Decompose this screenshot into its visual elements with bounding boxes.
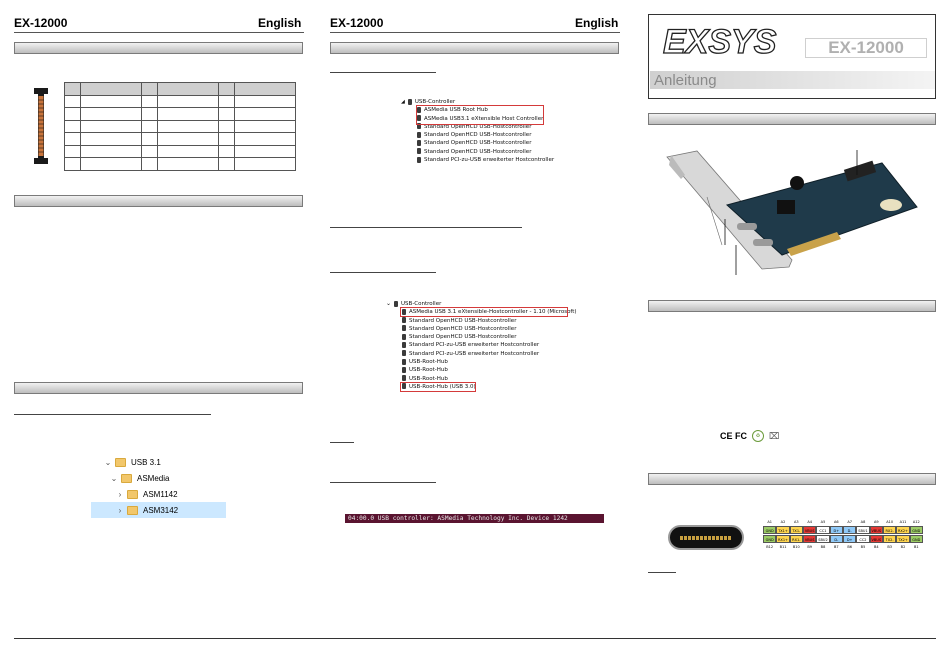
tree-item[interactable] [401,156,554,164]
pin-signal: SBU2 [816,535,829,543]
usb-icon [417,157,421,163]
pin-signal: D+ [830,526,843,534]
column-middle [316,0,632,672]
chevron-right-icon[interactable]: › [118,505,122,515]
tree-item-label: ASM1142 [143,489,178,499]
certification-marks [720,430,779,442]
pin-number: A11 [899,520,907,524]
chevron-down-icon[interactable]: ⌄ [386,300,392,307]
tree-item-label: Standard OpenHCD USB-Hostcontroller [409,317,517,324]
pcie-card-illustration [667,145,927,275]
usb-icon [402,325,406,331]
pin-signal: D- [843,526,856,534]
section-bar [648,473,936,485]
tree-item[interactable] [386,333,577,341]
pin-bot-row [763,535,923,543]
usb-icon [402,359,406,365]
section-bar [648,300,936,312]
pin-signal: TX1+ [776,526,789,534]
header-rule [14,32,304,33]
tree-item-label: Standard OpenHCD USB-Hostcontroller [409,325,517,332]
model-title: EX-12000 [330,16,384,30]
subheading-underline [330,482,436,483]
pin-number: A9 [874,520,879,524]
tree-item-label: ASMedia USB Root Hub [424,107,488,114]
section-bar [648,113,936,125]
tree-item-label: Standard OpenHCD USB-Hostcontroller [424,140,532,147]
pin-number: B11 [779,545,787,549]
subheading-underline [330,442,354,443]
exsys-logo [663,21,777,61]
usb-icon [394,301,398,307]
usb-icon [402,350,406,356]
tree-item-label: Standard OpenHCD USB-Hostcontroller [424,132,532,139]
usb-icon [402,367,406,373]
pin-number: A7 [847,520,852,524]
tree-item[interactable] [386,325,577,333]
pin-signal: VBUS [870,535,883,543]
footer-rule [14,638,936,639]
tree-item-label: Standard PCI-zu-USB erweiterter Hostcontroller [409,342,540,349]
pin-number: B9 [807,545,812,549]
explorer-tree [91,452,226,518]
folder-icon [127,490,138,499]
subheading-underline [330,272,436,273]
highlight-box [400,382,476,392]
chevron-down-icon[interactable]: ⌄ [104,457,112,467]
pin-signal: D- [830,535,843,543]
tree-item[interactable] [401,139,554,147]
svg-text:EXSYS: EXSYS [663,23,777,61]
tree-item-label: USB-Root-Hub [409,367,448,374]
pin-signal: RX1- [790,535,803,543]
tree-item-selected[interactable] [91,502,226,518]
sata-connector-icon [30,88,52,164]
pin-top-labels [763,519,923,525]
usb-icon [417,140,421,146]
pin-signal: VBUS [803,535,816,543]
pin-assignment-table [64,82,296,171]
pin-number: B10 [792,545,800,549]
tree-root-label: USB-Controller [414,99,456,105]
pin-signal: VBUS [870,526,883,534]
tree-item-label: ASMedia USB 3.1 eXtensible-Hostcontroller - 1.10 (Microsoft) [409,309,577,316]
subheading-underline [330,227,522,228]
pin-signal: SBU1 [856,526,869,534]
pin-number: B1 [914,545,919,549]
pin-signal: CC1 [816,526,829,534]
chevron-down-icon[interactable]: ◢ [401,99,405,105]
tree-item-label: Standard PCI-zu-USB erweiterter Hostcontroller [424,157,555,164]
pin-number: A1 [767,520,772,524]
pin-number: A10 [886,520,894,524]
pin-number: B7 [834,545,839,549]
tree-item[interactable] [401,148,554,156]
subheading-underline [330,72,436,73]
pin-signal: VBUS [803,526,816,534]
model-name: EX-12000 [828,38,904,57]
usb-c-port [668,525,744,550]
section-bar [14,382,303,394]
pin-signal: RX1+ [776,535,789,543]
tree-item[interactable] [101,454,161,470]
pin-number: A3 [794,520,799,524]
tree-root-label: USB-Controller [401,301,442,307]
chevron-down-icon[interactable]: ⌄ [110,473,118,483]
usb-icon [402,334,406,340]
pin-top-row [763,526,923,534]
highlight-box [416,105,544,125]
usb-icon [402,317,406,323]
section-bar [14,195,303,207]
tree-item[interactable] [107,470,169,486]
pin-number: A12 [912,520,920,524]
pin-number: B6 [847,545,852,549]
tree-item-label: ASMedia USB3.1 eXtensible Host Controller [424,115,544,122]
highlight-box [400,307,568,317]
section-bar [14,42,303,54]
pin-number: B8 [820,545,826,549]
usb-icon [417,132,421,138]
subheading-underline [648,572,676,573]
tree-item[interactable] [386,358,577,366]
folder-icon [115,458,126,467]
tree-item-label: ASMedia [137,473,170,483]
header-rule [330,32,620,33]
pin-number: A2 [780,520,786,524]
pin-signal: GND [763,526,776,534]
pin-bot-labels [763,544,923,550]
usb-c-tongue [680,536,732,540]
model-title: EX-12000 [14,16,68,30]
pin-signal: TX2+ [896,535,909,543]
folder-icon [127,506,138,515]
tree-item[interactable] [386,366,577,374]
pin-signal: TX2- [883,535,896,543]
tree-item-label: ASM3142 [143,505,179,515]
tree-item[interactable] [401,131,554,139]
tree-item-label: Standard PCI-zu-USB erweiterter Hostcontroller [409,350,540,357]
usb-icon [402,375,406,381]
tree-item-label: USB-Root-Hub [409,375,448,382]
pin-signal: RX2- [883,526,896,534]
chevron-right-icon[interactable]: › [118,489,122,499]
column-right [632,0,950,672]
pin-number: A8 [860,520,866,524]
language-label: English [258,16,302,30]
pin-signal: CC2 [856,535,869,543]
pin-number: B12 [766,545,774,549]
usb-icon [402,342,406,348]
usb-icon [408,99,412,105]
tree-item-label: USB-Root-Hub (USB 3.0) [409,383,476,390]
pin-number: B2 [900,545,906,549]
pin-number: A6 [834,520,839,524]
terminal-output: 04:00.0 USB controller: ASMedia Technology Inc. Device 1242 [345,514,604,523]
pin-number: B5 [860,545,866,549]
pin-number: B4 [874,545,879,549]
pin-signal: GND [763,535,776,543]
tree-item[interactable] [386,317,577,325]
tree-item[interactable] [386,350,577,358]
tree-item-label: Standard OpenHCD USB-Hostcontroller [409,334,517,341]
column-left [0,0,316,672]
pin-signal: RX2+ [896,526,909,534]
usbc-pinout [763,519,923,551]
usb-icon [417,148,421,154]
ce-fc-mark: CE FC [720,431,747,441]
pin-signal: GND [910,535,923,543]
language-label: English [575,16,619,30]
tree-item-label: Standard OpenHCD USB-Hostcontroller [424,148,532,155]
pin-number: B3 [887,545,892,549]
cover-subtitle: Anleitung [654,72,717,89]
tree-item-label: USB-Root-Hub [409,359,448,366]
bin-icon: ⌧ [769,430,780,441]
pin-signal: GND [910,526,923,534]
tree-item-label: USB 3.1 [131,457,161,467]
subheading-underline [14,414,211,415]
cover-box [648,14,936,99]
section-bar [330,42,619,54]
pin-number: A5 [820,520,826,524]
pin-number: A4 [807,520,812,524]
pin-signal: TX1- [790,526,803,534]
tree-item[interactable] [113,486,178,502]
folder-icon [121,474,132,483]
weee-icon: ♻ [752,430,764,442]
tree-item[interactable] [386,341,577,349]
model-box [805,38,927,58]
pin-signal: D+ [843,535,856,543]
tree-item-label: Standard OpenHCD USB-Hostcontroller [424,123,532,130]
